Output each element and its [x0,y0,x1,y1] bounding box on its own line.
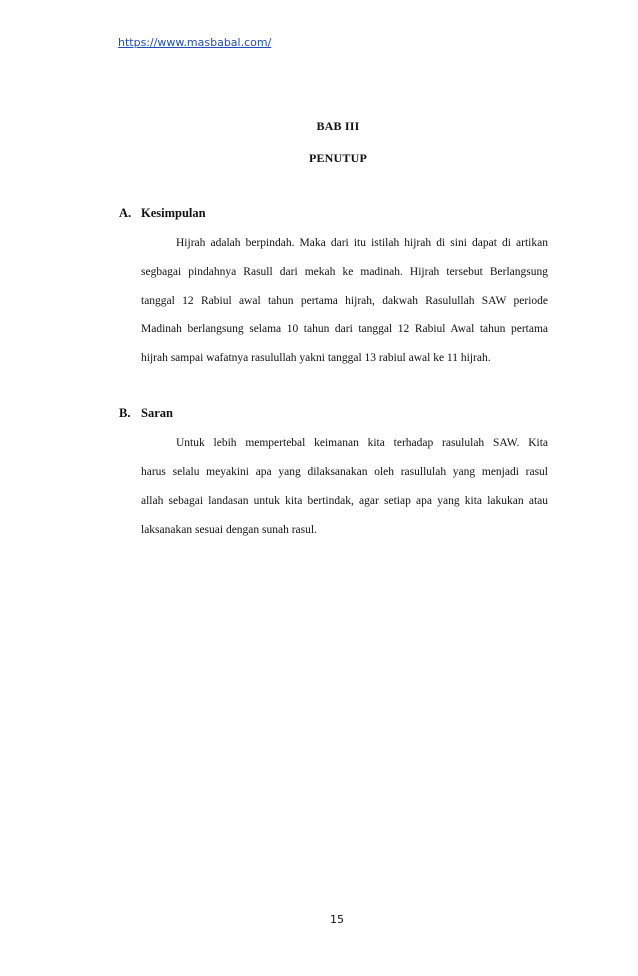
section-title: Saran [141,406,173,420]
section-heading-kesimpulan [119,206,206,221]
paragraph-line: Hijrah adalah berpindah. Maka dari itu istilah hijrah di sini dapat di artikan [176,237,548,249]
paragraph-line: harus selalu meyakini apa yang dilaksanakan oleh rasullulah yang menjadi rasul [141,466,548,478]
paragraph-line: segbagai pindahnya Rasull dari mekah ke madinah. Hijrah tersebut Berlangsung [141,266,548,278]
chapter-subtitle: PENUTUP [308,151,368,165]
header-url-link[interactable]: https://www.masbabal.com/ [118,36,272,49]
paragraph-line: Untuk lebih mempertebal keimanan kita terhadap rasululah SAW. Kita [176,437,548,449]
paragraph-line: tanggal 12 Rabiul awal tahun pertama hijrah, dakwah Rasulullah SAW periode [141,295,548,307]
section-title: Kesimpulan [141,206,206,220]
section-heading-saran [119,406,173,421]
paragraph-line: hijrah sampai wafatnya rasulullah yakni tanggal 13 rabiul awal ke 11 hijrah. [141,352,491,364]
paragraph-line: laksanakan sesuai dengan sunah rasul. [141,524,317,536]
paragraph-line: allah sebagai landasan untuk kita bertindak, agar setiap apa yang kita lakukan atau [141,495,548,507]
page-number: 15 [330,913,344,926]
section-number: A. [119,206,132,220]
chapter-title: BAB III [316,119,360,133]
section-number: B. [119,406,131,420]
paragraph-line: Madinah berlangsung selama 10 tahun dari tanggal 12 Rabiul Awal tahun pertama [141,323,548,335]
